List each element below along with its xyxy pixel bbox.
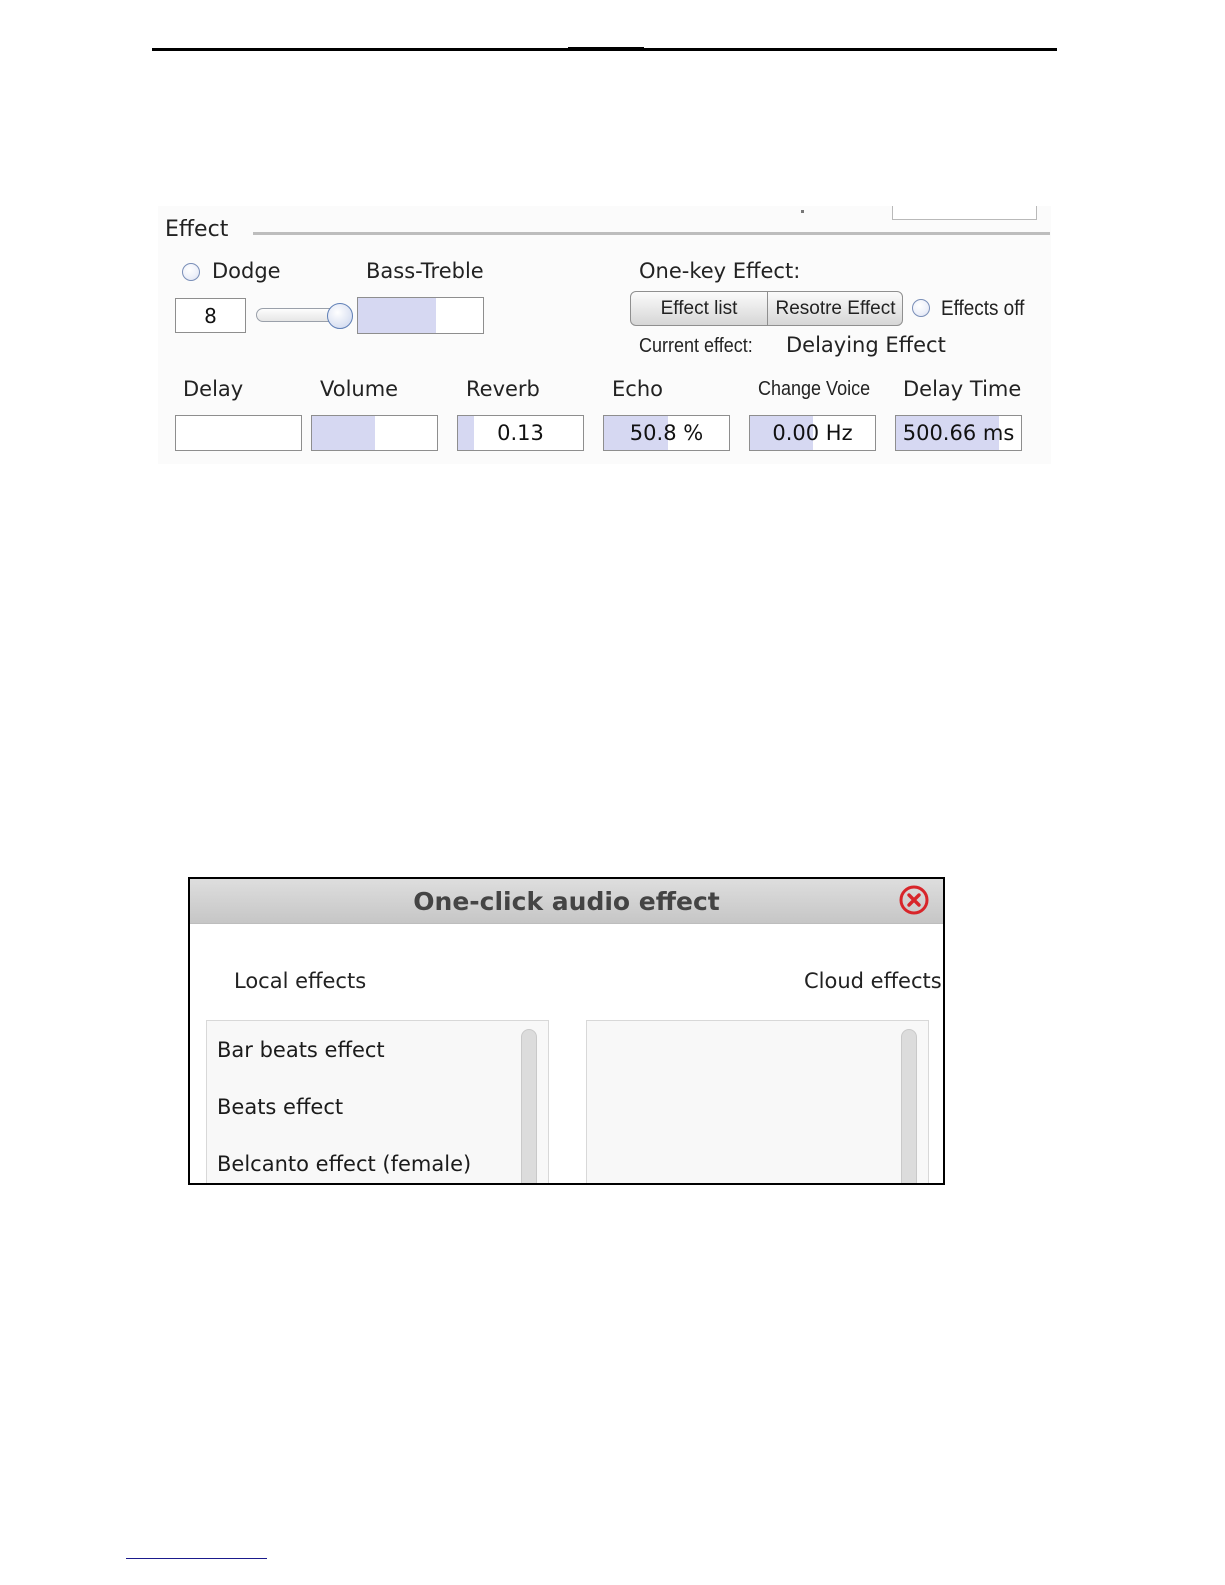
current-effect-value: Delaying Effect [786,333,946,357]
echo-value: 50.8 % [629,421,704,445]
list-item[interactable]: Belcanto effect (female) [217,1152,472,1176]
echo-label: Echo [612,377,663,401]
list-item[interactable]: Beats effect [217,1095,344,1119]
delay-time-meter[interactable] [895,415,1022,451]
close-icon[interactable] [898,884,930,916]
delay-meter[interactable] [175,415,302,451]
change-voice-value: 0.00 Hz [772,421,853,445]
volume-meter[interactable] [311,415,438,451]
one-key-effect-label: One-key Effect: [639,259,801,283]
delay-time-label: Delay Time [903,377,1022,401]
page-footer-link-rule [126,1558,267,1559]
change-voice-meter[interactable] [749,415,876,451]
effects-off-label: Effects off [941,297,1025,320]
local-effects-list[interactable] [206,1020,549,1185]
current-effect-label: Current effect: [639,335,753,357]
local-effects-label: Local effects [234,969,367,993]
dodge-slider-thumb[interactable] [327,303,353,329]
cropped-input-box [892,206,1037,220]
dodge-radio[interactable] [182,263,200,281]
delay-time-value: 500.66 ms [902,421,1015,445]
reverb-label: Reverb [466,377,540,401]
cloud-list-scrollbar[interactable] [901,1029,917,1185]
cloud-effects-list[interactable] [586,1020,929,1185]
cropped-mark [801,210,804,213]
change-voice-label: Change Voice [758,378,871,400]
reverb-value: 0.13 [497,421,544,445]
bass-treble-label: Bass-Treble [366,259,484,283]
volume-label: Volume [320,377,399,401]
effect-section-title: Effect [165,217,229,242]
dodge-value-input[interactable]: 8 [175,298,246,333]
page-header-mark [568,47,644,49]
echo-meter[interactable] [603,415,730,451]
local-list-scrollbar[interactable] [521,1029,537,1185]
delay-label: Delay [183,377,244,401]
bass-treble-meter[interactable] [357,297,484,334]
effect-list-button[interactable]: Effect list [631,292,768,325]
bass-treble-meter-fill [358,298,436,333]
one-key-button-group [630,291,903,326]
one-click-audio-effect-dialog [188,877,945,1185]
reverb-meter[interactable] [457,415,584,451]
dialog-header [190,879,943,924]
dialog-title: One-click audio effect [413,887,720,916]
delay-value [176,416,301,450]
list-item[interactable]: Bar beats effect [217,1038,385,1062]
volume-value [312,416,437,450]
effect-section-divider [253,232,1050,235]
dodge-label: Dodge [212,259,281,283]
effects-off-radio[interactable] [912,299,930,317]
restore-effect-button[interactable]: Resotre Effect [775,297,896,319]
cloud-effects-label: Cloud effects [804,969,942,993]
